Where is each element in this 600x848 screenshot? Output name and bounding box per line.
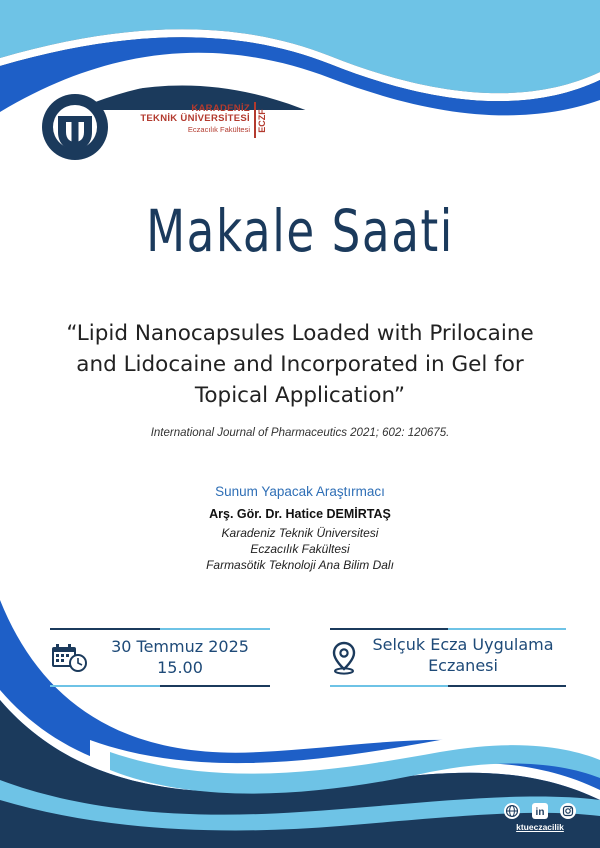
event-time: 15.00 bbox=[157, 658, 203, 677]
paper-title bbox=[30, 318, 570, 411]
date-box-bottom-line-light bbox=[50, 685, 160, 687]
university-logo bbox=[40, 92, 110, 162]
instagram-icon[interactable] bbox=[560, 803, 576, 819]
place-box-bottom-line-dark bbox=[448, 685, 566, 687]
university-line2: TEKNİK ÜNİVERSİTESİ bbox=[140, 113, 250, 125]
date-box-bottom-line-dark bbox=[160, 685, 270, 687]
journal-citation: International Journal of Pharmaceutics 2021; 602: 120675. bbox=[150, 427, 450, 439]
linkedin-icon[interactable] bbox=[532, 803, 548, 819]
university-line1: KARADENİZ bbox=[191, 103, 250, 114]
event-date: 30 Temmuz 2025 bbox=[111, 637, 249, 656]
presenter-name: Arş. Gör. Dr. Hatice DEMİRTAŞ bbox=[209, 507, 391, 521]
presenter-affiliation-department: Farmasötik Teknoloji Ana Bilim Dalı bbox=[206, 558, 394, 572]
eczf-badge bbox=[253, 104, 271, 138]
faculty-wordmark bbox=[128, 104, 250, 134]
paper-title-line3: Topical Application” bbox=[194, 383, 406, 408]
event-place-line1: Selçuk Ecza Uygulama bbox=[372, 635, 554, 654]
event-date-time bbox=[90, 636, 270, 678]
faculty-abbreviation: ECZF bbox=[257, 109, 267, 133]
social-handle[interactable]: ktueczacilik bbox=[516, 822, 564, 832]
place-box-top-line-dark bbox=[330, 628, 448, 630]
event-place bbox=[358, 634, 568, 676]
location-pin-icon bbox=[331, 641, 357, 675]
place-box-bottom-line-light bbox=[330, 685, 448, 687]
globe-icon[interactable] bbox=[504, 803, 520, 819]
event-title: Makale Saati bbox=[146, 197, 454, 265]
presenter-label: Sunum Yapacak Araştırmacı bbox=[215, 484, 385, 499]
paper-title-line1: “Lipid Nanocapsules Loaded with Prilocaine bbox=[66, 321, 534, 346]
date-box-top-line-light bbox=[160, 628, 270, 630]
presenter-affiliation-faculty: Eczacılık Fakültesi bbox=[250, 542, 350, 556]
place-box-top-line-light bbox=[448, 628, 566, 630]
calendar-clock-icon bbox=[51, 643, 89, 673]
date-box-top-line-dark bbox=[50, 628, 160, 630]
event-place-line2: Eczanesi bbox=[428, 656, 498, 675]
paper-title-line2: and Lidocaine and Incorporated in Gel for bbox=[76, 352, 524, 377]
linkedin-glyph: in bbox=[535, 807, 545, 818]
presenter-affiliation-university: Karadeniz Teknik Üniversitesi bbox=[221, 526, 379, 540]
faculty-name: Eczacılık Fakültesi bbox=[187, 124, 250, 134]
